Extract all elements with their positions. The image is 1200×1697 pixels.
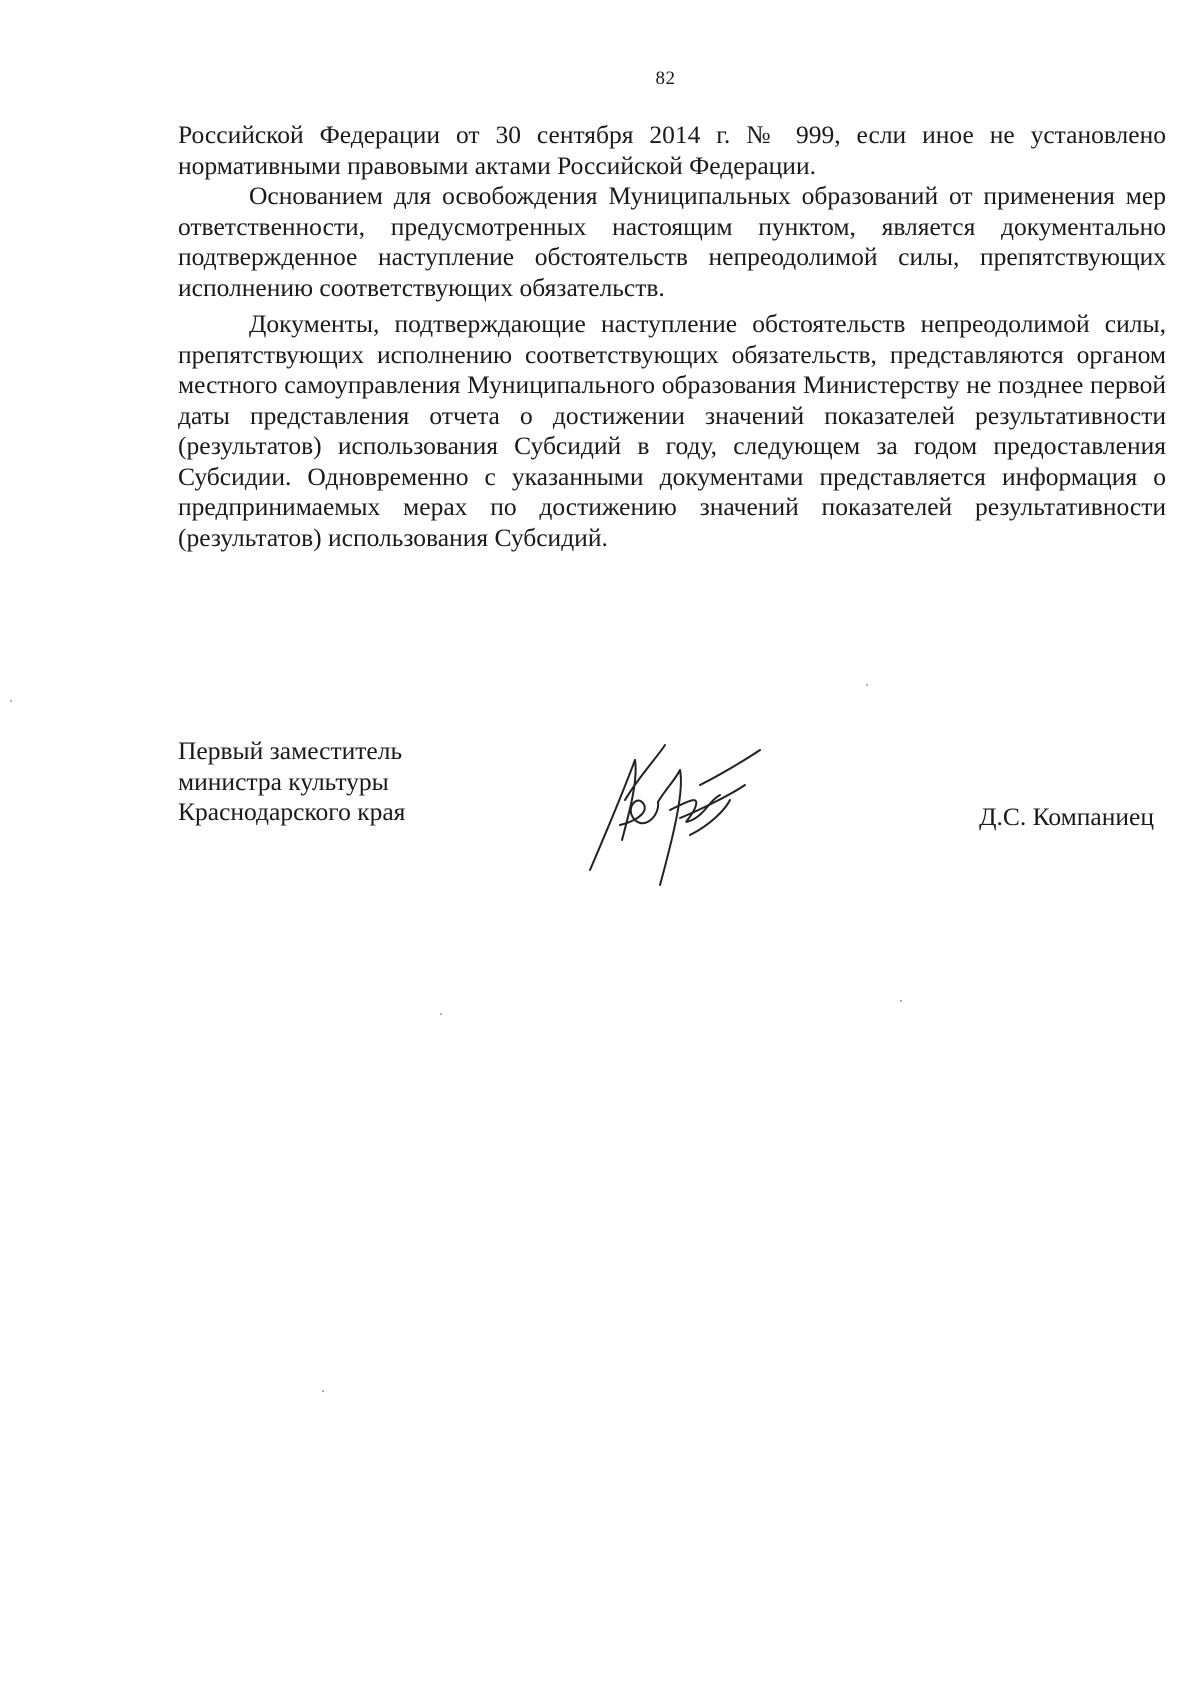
paragraph-supporting-documents: Документы, подтверждающие наступление обстоятельств непреодолимой силы, препятствующих исполнению соответствующих обязательств, представляются органом местного самоуправления Муниципального образования Министерству не позднее первой даты представления отчета о достижении значений показателей результативности (результатов) использования Субсидий в году, следующем за годом предоставления Субсидии. Одновременно с указанными документами представляется информация о предпринимаемых мерах по достижению значений показателей результативности (результатов) использования Субсидий. <box>178 309 1166 552</box>
signatory-title-line: Краснодарского края <box>178 797 406 826</box>
scan-speck <box>440 1013 442 1015</box>
scan-speck <box>900 1000 902 1002</box>
paragraph-continuation: Российской Федерации от 30 сентября 2014 г. № 999, если иное не установлено нормативными правовыми актами Российской Федерации. <box>178 120 1166 180</box>
page-number: 82 <box>655 68 676 89</box>
scan-speck <box>866 684 868 686</box>
paragraph-exemption-grounds: Основанием для освобождения Муниципальных образований от применения мер ответственности, предусмотренных настоящим пунктом, является документально подтвержденное наступление обстоятельств непреодолимой силы, препятствующих исполнению соответствующих обязательств. <box>178 181 1166 302</box>
signatory-title-line: Первый заместитель <box>178 736 403 765</box>
handwritten-signature <box>580 740 820 890</box>
signatory-title-line: министра культуры <box>178 766 389 796</box>
document-body <box>178 120 1166 553</box>
scan-speck <box>322 1390 324 1392</box>
signer-name: Д.С. Компаниец <box>979 802 1154 831</box>
scan-speck <box>10 700 12 702</box>
signatory-title <box>178 736 405 828</box>
